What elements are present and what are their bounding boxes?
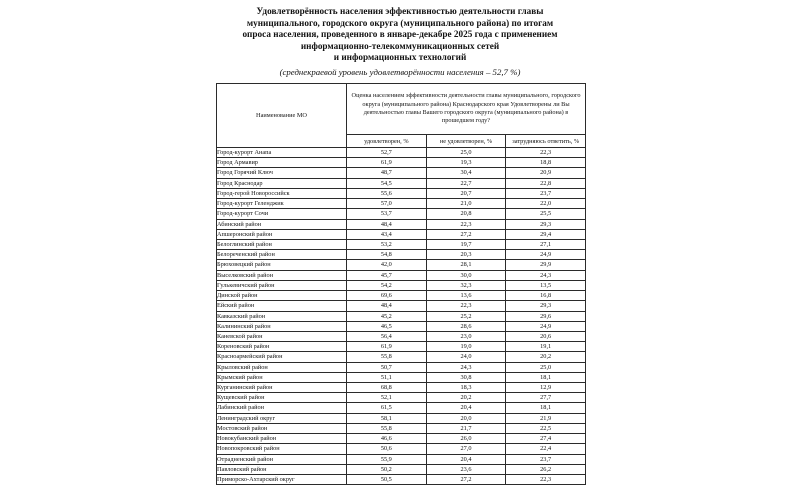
cell-mo-name: Кавказский район [217, 311, 347, 321]
table-row [217, 219, 586, 229]
cell-unsatisfied: 27,2 [426, 229, 506, 239]
cell-undecided: 29,4 [506, 229, 586, 239]
cell-unsatisfied: 27,0 [426, 444, 506, 454]
cell-satisfied: 56,4 [347, 331, 427, 341]
cell-undecided: 25,0 [506, 362, 586, 372]
cell-mo-name: Павловский район [217, 464, 347, 474]
cell-mo-name: Город Армавир [217, 158, 347, 168]
survey-table [216, 83, 586, 485]
cell-satisfied: 52,7 [347, 148, 427, 158]
table-row [217, 444, 586, 454]
cell-mo-name: Курганинский район [217, 383, 347, 393]
cell-undecided: 22,4 [506, 444, 586, 454]
table-row [217, 291, 586, 301]
column-header-undecided: затрудняюсь ответить, % [506, 135, 586, 148]
cell-undecided: 18,1 [506, 403, 586, 413]
cell-mo-name: Ейский район [217, 301, 347, 311]
table-row [217, 464, 586, 474]
cell-satisfied: 54,5 [347, 178, 427, 188]
page-title-line-3: опроса населения, проведенного в январе-декабре 2025 года с применением [242, 29, 558, 40]
cell-satisfied: 46,5 [347, 321, 427, 331]
cell-undecided: 27,7 [506, 393, 586, 403]
cell-undecided: 24,9 [506, 250, 586, 260]
cell-unsatisfied: 20,0 [426, 413, 506, 423]
cell-mo-name: Крымский район [217, 372, 347, 382]
cell-unsatisfied: 22,7 [426, 178, 506, 188]
cell-undecided: 23,7 [506, 454, 586, 464]
table-row [217, 372, 586, 382]
cell-unsatisfied: 23,0 [426, 331, 506, 341]
cell-unsatisfied: 23,6 [426, 464, 506, 474]
cell-undecided: 22,3 [506, 475, 586, 485]
cell-satisfied: 45,7 [347, 270, 427, 280]
cell-mo-name: Город Горячий Ключ [217, 168, 347, 178]
cell-unsatisfied: 30,4 [426, 168, 506, 178]
table-row [217, 199, 586, 209]
cell-mo-name: Крыловский район [217, 362, 347, 372]
survey-table-head [217, 84, 586, 148]
cell-unsatisfied: 25,0 [426, 148, 506, 158]
cell-undecided: 13,5 [506, 280, 586, 290]
cell-undecided: 24,3 [506, 270, 586, 280]
cell-undecided: 20,6 [506, 331, 586, 341]
table-row [217, 352, 586, 362]
cell-undecided: 29,3 [506, 219, 586, 229]
page-title-line-1: Удовлетворённость населения эффективностью деятельности главы [256, 6, 544, 16]
table-row [217, 250, 586, 260]
cell-undecided: 29,3 [506, 301, 586, 311]
cell-satisfied: 55,6 [347, 188, 427, 198]
cell-mo-name: Белореченский район [217, 250, 347, 260]
column-header-satisfied: удовлетворен, % [347, 135, 427, 148]
column-header-unsatisfied: не удовлетворен, % [426, 135, 506, 148]
survey-table-body [217, 148, 586, 485]
table-row [217, 239, 586, 249]
cell-satisfied: 52,1 [347, 393, 427, 403]
cell-unsatisfied: 28,6 [426, 321, 506, 331]
cell-undecided: 22,0 [506, 199, 586, 209]
page-title-line-4: информационно-телекоммуникационных сетей [300, 40, 500, 51]
table-row [217, 209, 586, 219]
cell-mo-name: Динской район [217, 291, 347, 301]
cell-mo-name: Выселковский район [217, 270, 347, 280]
cell-satisfied: 54,8 [347, 250, 427, 260]
table-row [217, 280, 586, 290]
cell-unsatisfied: 19,0 [426, 342, 506, 352]
cell-satisfied: 53,2 [347, 239, 427, 249]
cell-mo-name: Город-курорт Геленджик [217, 199, 347, 209]
cell-unsatisfied: 26,0 [426, 434, 506, 444]
cell-mo-name: Город-курорт Анапа [217, 148, 347, 158]
cell-unsatisfied: 21,0 [426, 199, 506, 209]
table-row [217, 311, 586, 321]
table-row [217, 260, 586, 270]
cell-unsatisfied: 24,3 [426, 362, 506, 372]
document-title-block [165, 6, 635, 79]
cell-satisfied: 48,4 [347, 219, 427, 229]
table-row [217, 321, 586, 331]
cell-unsatisfied: 20,4 [426, 403, 506, 413]
cell-undecided: 22,8 [506, 178, 586, 188]
table-row [217, 413, 586, 423]
table-row [217, 148, 586, 158]
cell-mo-name: Ленинградский округ [217, 413, 347, 423]
page-title-line-2: муниципального, городского округа (муниципального района) по итогам [246, 17, 554, 28]
table-row [217, 342, 586, 352]
cell-unsatisfied: 18,3 [426, 383, 506, 393]
cell-satisfied: 50,6 [347, 444, 427, 454]
cell-undecided: 21,9 [506, 413, 586, 423]
cell-unsatisfied: 20,7 [426, 188, 506, 198]
table-header-row-main [217, 84, 586, 135]
cell-undecided: 16,8 [506, 291, 586, 301]
cell-mo-name: Каневской район [217, 331, 347, 341]
cell-unsatisfied: 24,0 [426, 352, 506, 362]
cell-mo-name: Город-курорт Сочи [217, 209, 347, 219]
table-row [217, 168, 586, 178]
cell-satisfied: 45,2 [347, 311, 427, 321]
cell-undecided: 22,5 [506, 423, 586, 433]
cell-satisfied: 50,2 [347, 464, 427, 474]
cell-satisfied: 61,9 [347, 158, 427, 168]
cell-satisfied: 50,7 [347, 362, 427, 372]
cell-undecided: 26,2 [506, 464, 586, 474]
table-row [217, 423, 586, 433]
cell-satisfied: 68,8 [347, 383, 427, 393]
cell-undecided: 18,1 [506, 372, 586, 382]
table-row [217, 383, 586, 393]
cell-undecided: 25,5 [506, 209, 586, 219]
cell-undecided: 23,7 [506, 188, 586, 198]
cell-unsatisfied: 28,1 [426, 260, 506, 270]
table-row [217, 229, 586, 239]
table-row [217, 331, 586, 341]
cell-satisfied: 55,8 [347, 352, 427, 362]
cell-satisfied: 57,0 [347, 199, 427, 209]
cell-satisfied: 53,7 [347, 209, 427, 219]
cell-undecided: 22,3 [506, 148, 586, 158]
table-row [217, 403, 586, 413]
survey-table-wrap [216, 83, 586, 485]
cell-satisfied: 55,8 [347, 423, 427, 433]
table-row [217, 301, 586, 311]
cell-undecided: 12,9 [506, 383, 586, 393]
table-row [217, 188, 586, 198]
table-row [217, 475, 586, 485]
cell-satisfied: 69,6 [347, 291, 427, 301]
table-row [217, 270, 586, 280]
cell-unsatisfied: 30,0 [426, 270, 506, 280]
cell-mo-name: Брюховецкий район [217, 260, 347, 270]
cell-mo-name: Лабинский район [217, 403, 347, 413]
page-subtitle: (среднекраевой уровень удовлетворённости населения – 52,7 %) [279, 66, 521, 77]
cell-mo-name: Кущевский район [217, 393, 347, 403]
cell-undecided: 27,4 [506, 434, 586, 444]
cell-mo-name: Город Краснодар [217, 178, 347, 188]
cell-undecided: 19,1 [506, 342, 586, 352]
cell-undecided: 20,9 [506, 168, 586, 178]
cell-satisfied: 46,6 [347, 434, 427, 444]
cell-mo-name: Кореновский район [217, 342, 347, 352]
cell-mo-name: Гулькевичский район [217, 280, 347, 290]
cell-satisfied: 42,0 [347, 260, 427, 270]
cell-satisfied: 51,1 [347, 372, 427, 382]
table-row [217, 362, 586, 372]
cell-mo-name: Отрадненский район [217, 454, 347, 464]
cell-mo-name: Апшеронский район [217, 229, 347, 239]
cell-unsatisfied: 22,3 [426, 301, 506, 311]
cell-unsatisfied: 20,8 [426, 209, 506, 219]
cell-unsatisfied: 25,2 [426, 311, 506, 321]
cell-undecided: 18,8 [506, 158, 586, 168]
cell-mo-name: Калининский район [217, 321, 347, 331]
cell-unsatisfied: 21,7 [426, 423, 506, 433]
cell-unsatisfied: 19,3 [426, 158, 506, 168]
cell-unsatisfied: 32,3 [426, 280, 506, 290]
cell-mo-name: Приморско-Ахтарский округ [217, 475, 347, 485]
cell-satisfied: 43,4 [347, 229, 427, 239]
cell-unsatisfied: 20,3 [426, 250, 506, 260]
cell-satisfied: 48,7 [347, 168, 427, 178]
column-header-mo-name: Наименование МО [217, 84, 347, 148]
cell-mo-name: Город-герой Новороссийск [217, 188, 347, 198]
table-row [217, 178, 586, 188]
table-row [217, 158, 586, 168]
page-title-line-5: и информационных технологий [333, 52, 467, 63]
cell-undecided: 24,9 [506, 321, 586, 331]
cell-satisfied: 50,5 [347, 475, 427, 485]
cell-undecided: 29,9 [506, 260, 586, 270]
cell-satisfied: 55,9 [347, 454, 427, 464]
column-header-question: Оценка населением эффективности деятельности главы муниципального, городского округа (муниципального района) Краснодарского края Удовлетворены ли Вы деятельностью главы Вашего городского округа (муниципального района) в прошедшем году? [347, 84, 586, 135]
cell-unsatisfied: 13,6 [426, 291, 506, 301]
cell-satisfied: 48,4 [347, 301, 427, 311]
table-row [217, 434, 586, 444]
cell-satisfied: 61,5 [347, 403, 427, 413]
cell-unsatisfied: 27,2 [426, 475, 506, 485]
cell-mo-name: Новопокровский район [217, 444, 347, 454]
cell-unsatisfied: 22,3 [426, 219, 506, 229]
cell-undecided: 29,6 [506, 311, 586, 321]
table-row [217, 393, 586, 403]
cell-satisfied: 58,1 [347, 413, 427, 423]
cell-satisfied: 54,2 [347, 280, 427, 290]
cell-unsatisfied: 30,8 [426, 372, 506, 382]
cell-unsatisfied: 20,4 [426, 454, 506, 464]
cell-undecided: 20,2 [506, 352, 586, 362]
cell-mo-name: Новокубанский район [217, 434, 347, 444]
cell-unsatisfied: 20,2 [426, 393, 506, 403]
cell-mo-name: Абинский район [217, 219, 347, 229]
cell-mo-name: Белоглинский район [217, 239, 347, 249]
cell-satisfied: 61,9 [347, 342, 427, 352]
cell-undecided: 27,1 [506, 239, 586, 249]
cell-unsatisfied: 19,7 [426, 239, 506, 249]
table-row [217, 454, 586, 464]
cell-mo-name: Мостовский район [217, 423, 347, 433]
cell-mo-name: Красноармейский район [217, 352, 347, 362]
